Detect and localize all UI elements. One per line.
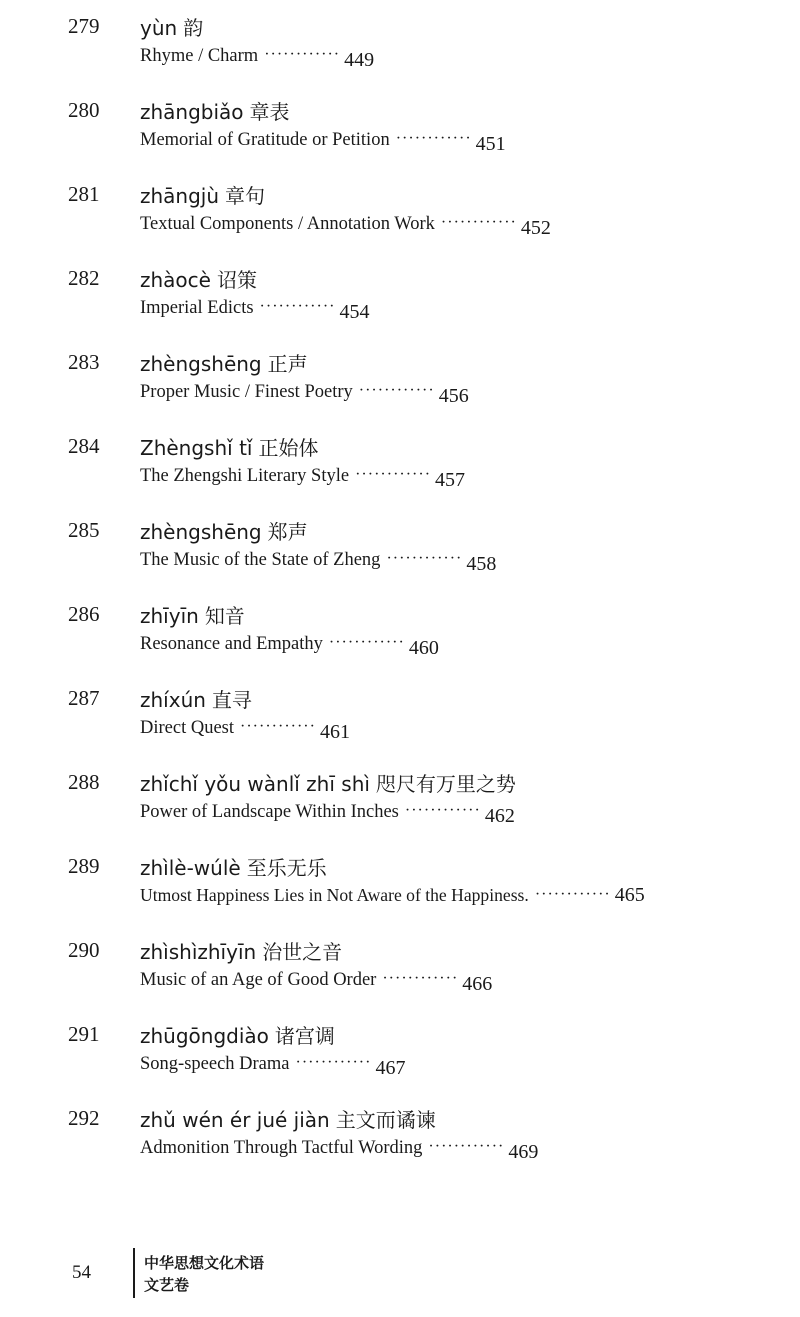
entry-heading [140,1104,436,1133]
entry-title-line [140,380,469,407]
entry-number: 284 [68,434,100,458]
toc-entry [0,8,800,92]
toc-entry [0,1016,800,1100]
entry-page-number: 462 [484,805,515,827]
entry-number: 288 [68,770,100,794]
entry-pinyin: zhāngjù [140,184,220,208]
entry-title-line [140,968,493,995]
entry-pinyin: Zhèngshǐ tǐ [140,436,253,460]
entry-page-number: 454 [339,301,370,323]
entry-leader-dots: ············ [395,130,472,147]
entry-leader-dots: ············ [355,466,432,483]
toc-entry [0,848,800,932]
toc-entry [0,176,800,260]
entry-pinyin: zhèngshēng [140,520,262,544]
entry-number: 283 [68,350,100,374]
entry-heading [140,12,203,41]
entry-hanzi: 知音 [204,604,245,628]
entry-pinyin: zhāngbiǎo [140,100,244,124]
footer-book-title-line2: 文艺卷 [144,1276,190,1294]
entry-number: 280 [68,98,100,122]
entry-number: 289 [68,854,100,878]
entry-heading [140,768,516,797]
entry-title: Textual Components / Annotation Work [140,214,435,234]
entry-title: Admonition Through Tactful Wording [140,1138,423,1158]
entry-number: 291 [68,1022,100,1046]
toc-entry [0,260,800,344]
entry-title: Power of Landscape Within Inches [140,802,399,822]
entry-heading [140,348,308,377]
entry-title-line [140,212,551,239]
entry-pinyin: zhíxún [140,688,206,712]
entry-title-line [140,1052,406,1079]
entry-title: Resonance and Empathy [140,634,323,654]
entry-heading [140,684,252,713]
entry-pinyin: yùn [140,16,178,40]
entry-hanzi: 直寻 [211,688,252,712]
entry-title-line [140,1136,539,1163]
entry-title: Memorial of Gratitude or Petition [140,130,390,150]
entry-heading [140,180,265,209]
entry-title: Rhyme / Charm [140,46,259,66]
entry-title: Music of an Age of Good Order [140,970,377,990]
entry-heading [140,852,327,881]
entry-hanzi: 主文而谲谏 [335,1108,436,1132]
entry-pinyin: zhìlè-wúlè [140,856,241,880]
entry-pinyin: zhīyīn [140,604,199,628]
entry-hanzi: 诸宫调 [274,1024,335,1048]
entry-leader-dots: ············ [534,886,611,903]
entry-page-number: 466 [462,973,493,995]
entry-leader-dots: ············ [404,802,481,819]
entry-page-number: 451 [475,133,506,155]
entry-pinyin: zhūgōngdiào [140,1024,269,1048]
toc-entry [0,428,800,512]
entry-title: Proper Music / Finest Poetry [140,382,353,402]
entry-page-number: 461 [319,721,350,743]
entry-title-line [140,716,350,743]
entry-hanzi: 章表 [249,100,290,124]
entry-pinyin: zhèngshēng [140,352,262,376]
entry-heading [140,516,308,545]
entry-number: 281 [68,182,100,206]
entry-title-line [140,44,375,71]
entry-leader-dots: ············ [240,718,316,735]
entry-leader-dots: ············ [386,550,463,567]
toc-entry [0,344,800,428]
toc-entry [0,680,800,764]
entry-page-number: 449 [344,49,375,71]
entry-leader-dots: ············ [440,214,517,231]
entry-number: 290 [68,938,100,962]
entry-heading [140,264,257,293]
entry-title-line [140,632,439,659]
entry-number: 292 [68,1106,100,1130]
toc-entry [0,596,800,680]
entry-page-number: 469 [508,1141,539,1163]
toc-entry [0,92,800,176]
entry-pinyin: zhàocè [140,268,211,292]
footer-page-number: 54 [72,1262,91,1283]
entry-hanzi: 正始体 [258,436,319,460]
entry-page-number: 457 [435,469,466,491]
entry-pinyin: zhǔ wén ér jué jiàn [140,1108,330,1132]
entry-pinyin: zhìshìzhīyīn [140,940,257,964]
entry-number: 286 [68,602,100,626]
entry-heading [140,96,290,125]
entry-title-line [140,128,506,155]
entry-hanzi: 至乐无乐 [246,856,327,880]
entry-title-line [140,800,515,827]
entry-heading [140,600,245,629]
entry-title: The Zhengshi Literary Style [140,466,350,486]
entry-pinyin: zhǐchǐ yǒu wànlǐ zhī shì [140,772,370,796]
entry-title: The Music of the State of Zheng [140,550,381,570]
entry-page-number: 467 [375,1057,406,1079]
entry-hanzi: 章句 [225,184,266,208]
entry-page-number: 465 [614,884,645,906]
entry-leader-dots: ············ [382,970,459,987]
toc-entry [0,932,800,1016]
entry-page-number: 452 [520,217,551,239]
entry-title: Song-speech Drama [140,1054,290,1074]
entry-hanzi: 正声 [267,352,308,376]
entry-page-number: 456 [438,385,469,407]
entry-heading [140,432,318,461]
entry-hanzi: 郑声 [267,520,308,544]
entry-heading [140,1020,335,1049]
entry-title: Direct Quest [140,718,235,738]
entry-hanzi: 咫尺有万里之势 [375,772,516,796]
entry-title: Imperial Edicts [140,298,254,318]
toc-entry [0,764,800,848]
entry-title-line [140,548,497,575]
entry-leader-dots: ············ [264,46,341,63]
entry-heading [140,936,342,965]
table-of-contents [0,8,800,1184]
entry-number: 285 [68,518,100,542]
entry-leader-dots: ············ [295,1054,372,1071]
entry-page-number: 458 [466,553,497,575]
entry-leader-dots: ············ [428,1138,505,1155]
entry-title: Utmost Happiness Lies in Not Aware of the Happiness. [140,885,529,905]
entry-hanzi: 治世之音 [262,940,343,964]
entry-hanzi: 诏策 [216,268,257,292]
entry-title-line [140,884,645,907]
toc-entry [0,512,800,596]
footer-divider [133,1248,135,1298]
entry-number: 279 [68,14,100,38]
entry-leader-dots: ············ [328,634,405,651]
footer-book-title-line1: 中华思想文化术语 [144,1254,265,1272]
entry-number: 287 [68,686,100,710]
entry-page-number: 460 [408,637,439,659]
entry-number: 282 [68,266,100,290]
entry-hanzi: 韵 [183,16,204,40]
entry-leader-dots: ············ [358,382,435,399]
entry-title-line [140,464,466,491]
entry-leader-dots: ············ [259,298,336,315]
toc-entry [0,1100,800,1184]
entry-title-line [140,296,370,323]
footer-book-title [144,1252,264,1296]
